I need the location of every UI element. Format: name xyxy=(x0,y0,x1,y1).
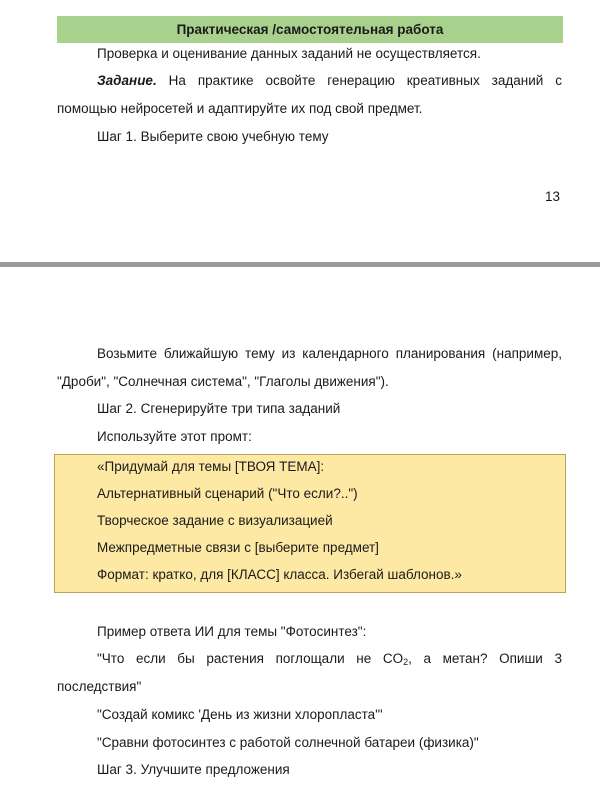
section-heading-text: Практическая /самостоятельная работа xyxy=(176,22,444,37)
example-2: "Создай комикс 'День из жизни хлоропласта'" xyxy=(97,707,383,722)
prompt-box xyxy=(54,454,566,593)
example-title: Пример ответа ИИ для темы "Фотосинтез": xyxy=(97,624,367,639)
prompt-line: «Придумай для темы [ТВОЯ ТЕМА]: xyxy=(97,459,325,474)
example-1-text-b: , а метан? Опиши 3 xyxy=(408,651,562,666)
prompt-line: Альтернативный сценарий ("Что если?..") xyxy=(97,486,358,501)
step-2: Шаг 2. Сгенерируйте три типа заданий xyxy=(97,401,341,416)
example-1-line-2: последствия" xyxy=(57,679,142,694)
task-text: На практике освойте генерацию креативных заданий с xyxy=(168,73,562,88)
example-1-line-1 xyxy=(97,650,562,669)
example-1-text-a: "Что если бы растения поглощали не CO xyxy=(97,651,404,666)
co2-subscript: 2 xyxy=(403,657,409,667)
intro-line-1: Возьмите ближайшую тему из календарного планирования (например, xyxy=(97,346,562,361)
task-label: Задание. xyxy=(97,73,157,88)
intro-line-2: "Дроби", "Солнечная система", "Глаголы движения"). xyxy=(57,374,389,389)
section-heading xyxy=(57,16,563,43)
task-paragraph-line-1 xyxy=(97,72,562,90)
prompt-line: Межпредметные связи с [выберите предмет] xyxy=(97,540,379,555)
task-paragraph-line-2: помощью нейросетей и адаптируйте их под свой предмет. xyxy=(57,101,423,116)
document-page-2 xyxy=(0,267,600,793)
assessment-note: Проверка и оценивание данных заданий не осуществляется. xyxy=(97,46,481,61)
prompt-line: Творческое задание с визуализацией xyxy=(97,513,333,528)
use-prompt-label: Используйте этот промт: xyxy=(97,429,252,444)
step-1: Шаг 1. Выберите свою учебную тему xyxy=(97,129,329,144)
document-page-1 xyxy=(0,0,600,262)
prompt-line: Формат: кратко, для [КЛАСС] класса. Избегай шаблонов.» xyxy=(97,567,462,582)
example-3: "Сравни фотосинтез с работой солнечной батареи (физика)" xyxy=(97,735,479,750)
step-3: Шаг 3. Улучшите предложения xyxy=(97,762,290,777)
page-number: 13 xyxy=(545,189,561,204)
